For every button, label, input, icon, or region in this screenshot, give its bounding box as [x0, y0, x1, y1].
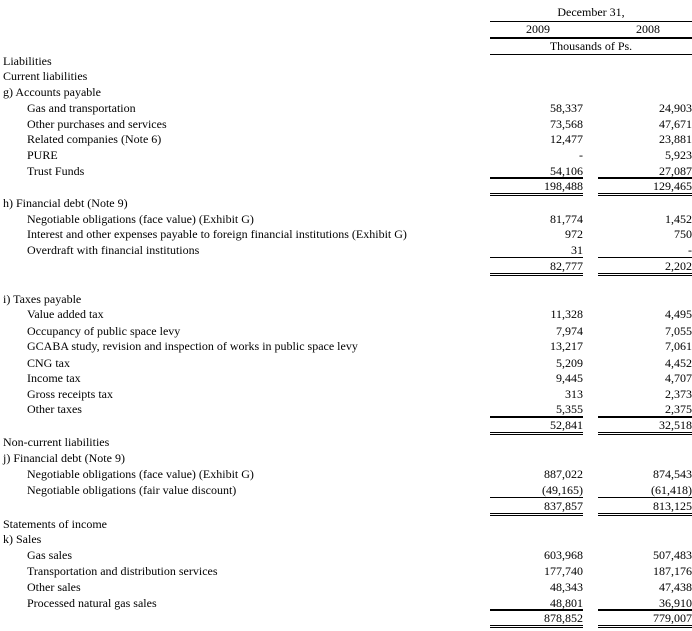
- row-label: Income tax: [27, 371, 81, 385]
- table-row: [0, 131, 692, 147]
- year-2009-header: 2009: [526, 22, 550, 36]
- table-row: [0, 163, 692, 179]
- total-2008: 779,007: [653, 611, 692, 625]
- row-label: Gas and transportation: [27, 101, 136, 115]
- total-row: [0, 178, 692, 194]
- table-row: [0, 100, 692, 116]
- row-label: Processed natural gas sales: [27, 596, 157, 610]
- value-2008: 47,438: [659, 580, 692, 594]
- table-row: [0, 547, 692, 563]
- row-label: Occupancy of public space levy: [27, 324, 181, 338]
- table-row: [0, 338, 692, 354]
- table-row: [0, 370, 692, 386]
- row-label: Negotiable obligations (face value) (Exhibit G): [27, 467, 254, 481]
- row-label: Other taxes: [27, 402, 82, 416]
- value-2008: (61,418): [651, 483, 692, 497]
- value-2008: 2,375: [665, 402, 692, 416]
- value-2008: 5,923: [665, 148, 692, 162]
- value-2009: 9,445: [556, 371, 583, 385]
- note-i-title: i) Taxes payable: [3, 292, 82, 306]
- total-2008: 2,202: [665, 259, 692, 273]
- total-2009: 198,488: [544, 179, 583, 193]
- value-2009: 81,774: [550, 212, 583, 226]
- table-row: [0, 306, 692, 322]
- note-heading: [0, 531, 692, 547]
- value-2009: 48,343: [550, 580, 583, 594]
- value-2008: 4,452: [665, 356, 692, 370]
- table-row: [0, 579, 692, 595]
- units-header: Thousands of Ps.: [549, 39, 633, 53]
- value-2009: 5,209: [556, 356, 583, 370]
- value-2008: 1,452: [665, 212, 692, 226]
- year-2008-header: 2008: [636, 22, 660, 36]
- value-2009: 603,968: [544, 548, 583, 562]
- value-2009: 972: [565, 227, 583, 241]
- table-row: [0, 242, 692, 258]
- note-heading: [0, 195, 692, 211]
- value-2008: 7,061: [665, 339, 692, 353]
- note-h-title: h) Financial debt (Note 9): [3, 196, 128, 210]
- total-double-rule: [490, 273, 583, 276]
- section-heading: [0, 53, 692, 69]
- value-2008: 507,483: [653, 548, 692, 562]
- value-2008: 7,055: [665, 324, 692, 338]
- total-double-rule: [598, 625, 692, 628]
- value-2009: 313: [565, 387, 583, 401]
- row-label: Value added tax: [27, 307, 104, 321]
- value-2009: 12,477: [550, 132, 583, 146]
- section-current-liabilities: Current liabilities: [3, 69, 88, 83]
- row-label: Other purchases and services: [27, 117, 167, 131]
- row-label: Transportation and distribution services: [27, 564, 218, 578]
- note-k-title: k) Sales: [3, 532, 42, 546]
- table-row: [0, 595, 692, 611]
- total-2008: 32,518: [659, 418, 692, 432]
- section-heading: [0, 516, 692, 532]
- value-2008: 4,707: [665, 371, 692, 385]
- value-2008: 47,671: [659, 117, 692, 131]
- value-2009: (49,165): [542, 483, 583, 497]
- value-2008: 36,910: [659, 596, 692, 610]
- value-2008: 2,373: [665, 387, 692, 401]
- total-double-rule: [598, 273, 692, 276]
- value-2009: 48,801: [550, 596, 583, 610]
- value-2009: 54,106: [550, 164, 583, 178]
- value-2009: 5,355: [556, 402, 583, 416]
- value-2009: -: [579, 148, 583, 162]
- value-2008: 750: [674, 227, 692, 241]
- table-row: [0, 401, 692, 417]
- total-row: [0, 498, 692, 514]
- row-label: Negotiable obligations (face value) (Exhibit G): [27, 212, 254, 226]
- row-label: Related companies (Note 6): [27, 132, 162, 146]
- value-2008: 4,495: [665, 307, 692, 321]
- total-2008: 813,125: [653, 499, 692, 513]
- table-row: [0, 147, 692, 163]
- table-row: [0, 323, 692, 339]
- row-label: Interest and other expenses payable to foreign financial institutions (Exhibit G): [27, 227, 407, 241]
- total-double-rule: [490, 625, 583, 628]
- value-2008: -: [688, 243, 692, 257]
- section-statements-of-income: Statements of income: [3, 517, 107, 531]
- row-label: Negotiable obligations (fair value discount): [27, 483, 237, 497]
- value-2008: 23,881: [659, 132, 692, 146]
- note-heading: [0, 291, 692, 307]
- total-2008: 129,465: [653, 179, 692, 193]
- value-2009: 58,337: [550, 101, 583, 115]
- value-2009: 7,974: [556, 324, 583, 338]
- value-2009: 31: [571, 243, 583, 257]
- row-label: Gas sales: [27, 548, 72, 562]
- row-label: Overdraft with financial institutions: [27, 243, 200, 257]
- total-row: [0, 417, 692, 433]
- section-heading: [0, 68, 692, 84]
- row-label: PURE: [27, 148, 58, 162]
- table-row: [0, 211, 692, 227]
- value-2009: 73,568: [550, 117, 583, 131]
- value-2008: 24,903: [659, 101, 692, 115]
- table-row: [0, 355, 692, 371]
- period-header: December 31,: [557, 5, 625, 19]
- total-2009: 837,857: [544, 499, 583, 513]
- table-row: [0, 386, 692, 402]
- table-row: [0, 116, 692, 132]
- table-row: [0, 482, 692, 498]
- total-row: [0, 610, 692, 626]
- total-2009: 52,841: [550, 418, 583, 432]
- note-heading: [0, 84, 692, 100]
- total-2009: 878,852: [544, 611, 583, 625]
- section-liabilities: Liabilities: [3, 54, 52, 68]
- value-2009: 177,740: [544, 564, 583, 578]
- note-heading: [0, 450, 692, 466]
- value-2008: 187,176: [653, 564, 692, 578]
- total-2009: 82,777: [550, 259, 583, 273]
- note-j-title: j) Financial debt (Note 9): [3, 451, 125, 465]
- value-2009: 11,328: [550, 307, 583, 321]
- row-label: Other sales: [27, 580, 81, 594]
- section-noncurrent-liabilities: Non-current liabilities: [3, 435, 110, 449]
- value-2009: 13,217: [550, 339, 583, 353]
- row-label: Trust Funds: [27, 164, 85, 178]
- value-2009: 887,022: [544, 467, 583, 481]
- row-label: CNG tax: [27, 356, 70, 370]
- value-2008: 27,087: [659, 164, 692, 178]
- total-row: [0, 258, 692, 274]
- table-row: [0, 563, 692, 579]
- row-label: Gross receipts tax: [27, 387, 113, 401]
- section-heading: [0, 434, 692, 450]
- row-label: GCABA study, revision and inspection of works in public space levy: [27, 339, 358, 353]
- note-g-title: g) Accounts payable: [3, 85, 101, 99]
- table-row: [0, 226, 692, 242]
- value-2008: 874,543: [653, 467, 692, 481]
- table-row: [0, 466, 692, 482]
